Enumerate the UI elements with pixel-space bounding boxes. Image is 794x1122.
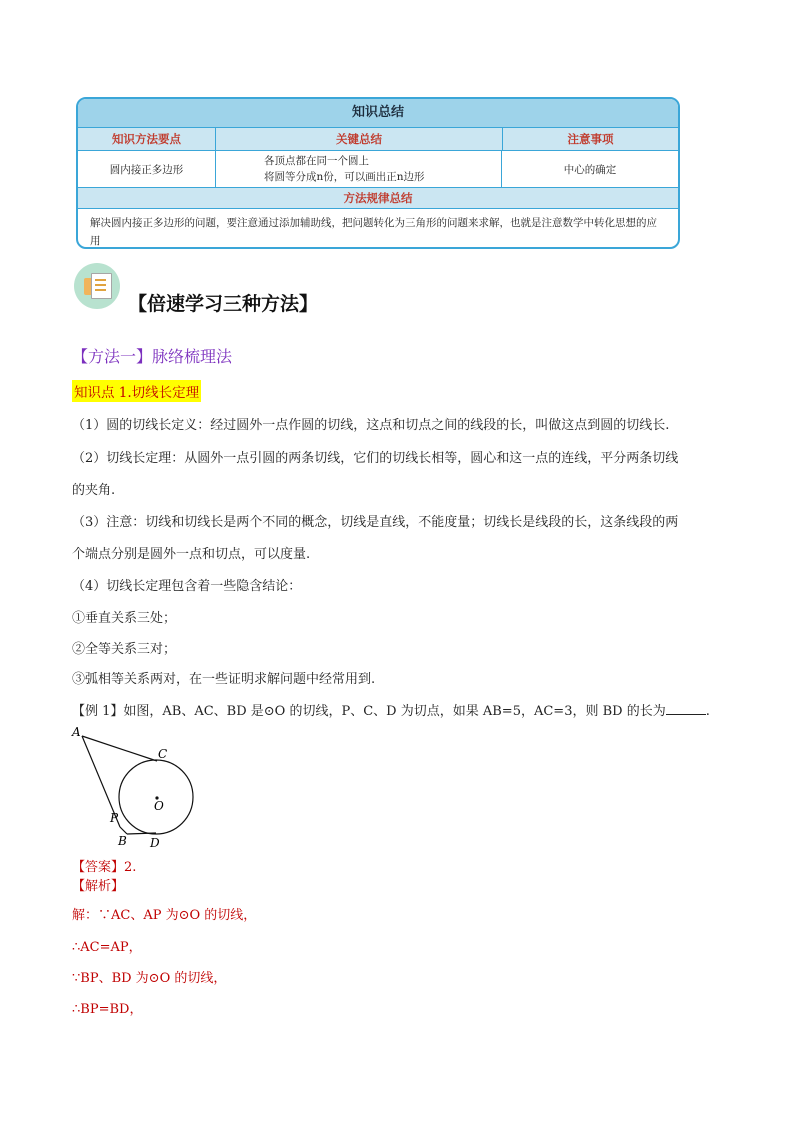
tangent-figure	[68, 724, 208, 854]
answer-label: 【答案】	[72, 860, 125, 875]
analysis-line-4: ∴BP=BD，	[72, 1002, 143, 1017]
example-1	[72, 700, 732, 719]
summary-header-row	[78, 128, 678, 151]
notes-icon	[74, 263, 120, 309]
answer-blank	[666, 714, 706, 715]
header-key: 关键总结	[216, 128, 503, 150]
analysis-line-3: ∵BP、BD 为⊙O 的切线，	[72, 971, 227, 986]
conclusion-1: ①垂直关系三处；	[72, 611, 177, 626]
cell-key	[216, 151, 502, 187]
conclusion-3: ③弧相等关系两对，在一些证明求解问题中经常用到.	[72, 672, 376, 687]
cell-key-line1: 各顶点都在同一个圆上	[264, 155, 369, 167]
section-title: 【倍速学习三种方法】	[128, 293, 319, 315]
segment-bp	[120, 827, 127, 834]
paragraph-1: （1）圆的切线长定义：经过圆外一点作圆的切线，这点和切点之间的线段的长，叫做这点到圆的切线长.	[72, 418, 670, 433]
label-b: B	[118, 834, 127, 848]
analysis-line-1: 解：∵AC、AP 为⊙O 的切线，	[72, 908, 257, 923]
example-text: 如图，AB、AC、BD 是⊙O 的切线，P、C、D 为切点，如果 AB=5，AC=3，则 BD 的长为	[123, 704, 666, 719]
label-c: C	[158, 747, 168, 761]
header-point: 知识方法要点	[78, 128, 216, 150]
cell-point: 圆内接正多边形	[78, 151, 216, 187]
analysis-line-2: ∴AC=AP，	[72, 940, 142, 955]
knowledge-point-title: 知识点 1.切线长定理	[72, 380, 201, 402]
label-p: P	[110, 811, 119, 825]
summary-row	[78, 151, 678, 188]
paragraph-3b: 个端点分别是圆外一点和切点，可以度量.	[72, 547, 311, 562]
knowledge-summary-table	[76, 97, 680, 249]
tangent-ac	[82, 736, 157, 761]
method-one-title: 【方法一】脉络梳理法	[72, 347, 233, 366]
paragraph-2b: 的夹角.	[72, 483, 116, 498]
summary-title: 知识总结	[78, 99, 678, 128]
method-summary-title: 方法规律总结	[78, 188, 678, 209]
paragraph-2a: （2）切线长定理：从圆外一点引圆的两条切线，它们的切线长相等，圆心和这一点的连线，平分两条切线	[72, 451, 679, 466]
method-summary-text: 解决圆内接正多边形的问题，要注意通过添加辅助线，把问题转化为三角形的问题来求解，也就是注意数学中转化思想的应用	[90, 217, 657, 247]
analysis-label: 【解析】	[72, 879, 125, 894]
answer-value: 2.	[124, 860, 137, 875]
paragraph-3a: （3）注意：切线和切线长是两个不同的概念，切线是直线，不能度量；切线长是线段的长，这条线段的两	[72, 515, 679, 530]
example-label: 【例 1】	[72, 704, 124, 719]
conclusion-2: ②全等关系三对；	[72, 642, 177, 657]
answer-line	[72, 856, 136, 875]
label-o: O	[154, 799, 164, 813]
label-d: D	[150, 836, 160, 850]
example-end: .	[705, 704, 710, 719]
paragraph-4: （4）切线长定理包含着一些隐含结论：	[72, 579, 302, 594]
cell-note: 中心的确定	[563, 163, 617, 176]
header-note: 注意事项	[567, 132, 614, 146]
label-a: A	[72, 725, 81, 739]
cell-key-line2: 将圆等分成n份，可以画出正n边形	[264, 171, 425, 183]
